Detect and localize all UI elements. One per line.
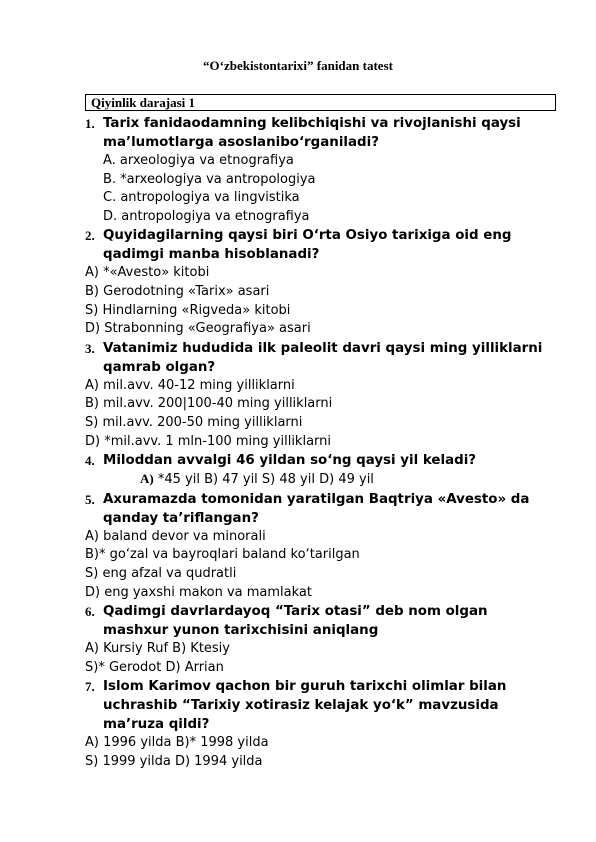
- option-a: A) *«Avesto» kitobi: [85, 265, 210, 281]
- option-b: B)* go‘zal va bayroqlari baland ko‘tarilgan: [85, 547, 360, 563]
- question-number: 7.: [85, 679, 95, 695]
- option-c: C. antropologiya va lingvistika: [103, 190, 300, 206]
- question-number: 5.: [85, 491, 95, 507]
- question-number: 3.: [85, 340, 95, 356]
- question-list: [85, 114, 555, 771]
- option-a: A. arxeologiya va etnografiya: [103, 153, 294, 168]
- options-line-1: A) Kursiy Ruf B) Ktesiy: [85, 641, 230, 657]
- option-s: S) eng afzal va qudratli: [85, 565, 237, 581]
- option-s: S) mil.avv. 200-50 ming yilliklarni: [85, 414, 303, 430]
- difficulty-level-header: Qiyinlik darajasi 1: [85, 94, 556, 111]
- question-3: [85, 339, 555, 377]
- option-b: B. *arxeologiya va antropologiya: [103, 171, 316, 187]
- question-6: [85, 602, 555, 640]
- option-d: D) *mil.avv. 1 mln-100 ming yilliklarni: [85, 433, 332, 449]
- question-number: 4.: [85, 453, 95, 469]
- options-line-2: S)* Gerodot D) Arrian: [85, 659, 224, 675]
- option-a-label: A): [140, 471, 154, 487]
- question-text: Miloddan avvalgi 46 yildan so‘ng qaysi yil keladi?: [103, 453, 477, 469]
- question-text: Vatanimiz hududida ilk paleolit davri qaysi ming yilliklarni qamrab olgan?: [103, 340, 543, 375]
- question-number: 2.: [85, 228, 95, 244]
- question-text: Quyidagilarning qaysi biri O‘rta Osiyo tarixiga oid eng qadimgi manba hisoblanadi?: [103, 228, 512, 263]
- option-a: A) baland devor va minorali: [85, 528, 266, 544]
- options-line: [85, 470, 555, 490]
- options-text: *45 yil B) 47 yil S) 48 yil D) 49 yil: [157, 472, 374, 488]
- question-number: 1.: [85, 116, 95, 131]
- question-1: [85, 114, 555, 152]
- question-5: [85, 490, 555, 528]
- option-b: B) mil.avv. 200|100-40 ming yilliklarni: [85, 396, 333, 412]
- question-number: 6.: [85, 604, 95, 620]
- option-d: D) eng yaxshi makon va mamlakat: [85, 584, 312, 600]
- question-text: Tarix fanidaodamning kelibchiqishi va rivojlanishi qaysi ma’lumotlarga asoslanibo‘rganiladi?: [103, 116, 521, 150]
- option-d: D) Strabonning «Geografiya» asari: [85, 321, 311, 337]
- options-line-2: S) 1999 yilda D) 1994 yilda: [85, 753, 263, 769]
- question-text: Islom Karimov qachon bir guruh tarixchi olimlar bilan uchrashib “Tarixiy xotirasiz kelajak yo‘k” mavzusida ma’ruza qildi?: [103, 679, 507, 733]
- options-line-1: A) 1996 yilda B)* 1998 yilda: [85, 735, 269, 751]
- option-s: S) Hindlarning «Rigveda» kitobi: [85, 302, 291, 318]
- page-title: “O‘zbekistontarixi” fanidan tatest: [203, 58, 393, 73]
- question-text: Axuramazda tomonidan yaratilgan Baqtriya «Avesto» da qanday ta’riflangan?: [103, 491, 530, 526]
- question-2: [85, 226, 555, 264]
- option-a: A) mil.avv. 40-12 ming yilliklarni: [85, 377, 295, 393]
- option-d: D. antropologiya va etnografiya: [103, 208, 310, 224]
- question-4: [85, 451, 555, 470]
- question-text: Qadimgi davrlardayoq “Tarix otasi” deb nom olgan mashxur yunon tarixchisini aniqlang: [103, 604, 488, 639]
- question-7: [85, 677, 555, 734]
- option-b: B) Gerodotning «Tarix» asari: [85, 283, 270, 299]
